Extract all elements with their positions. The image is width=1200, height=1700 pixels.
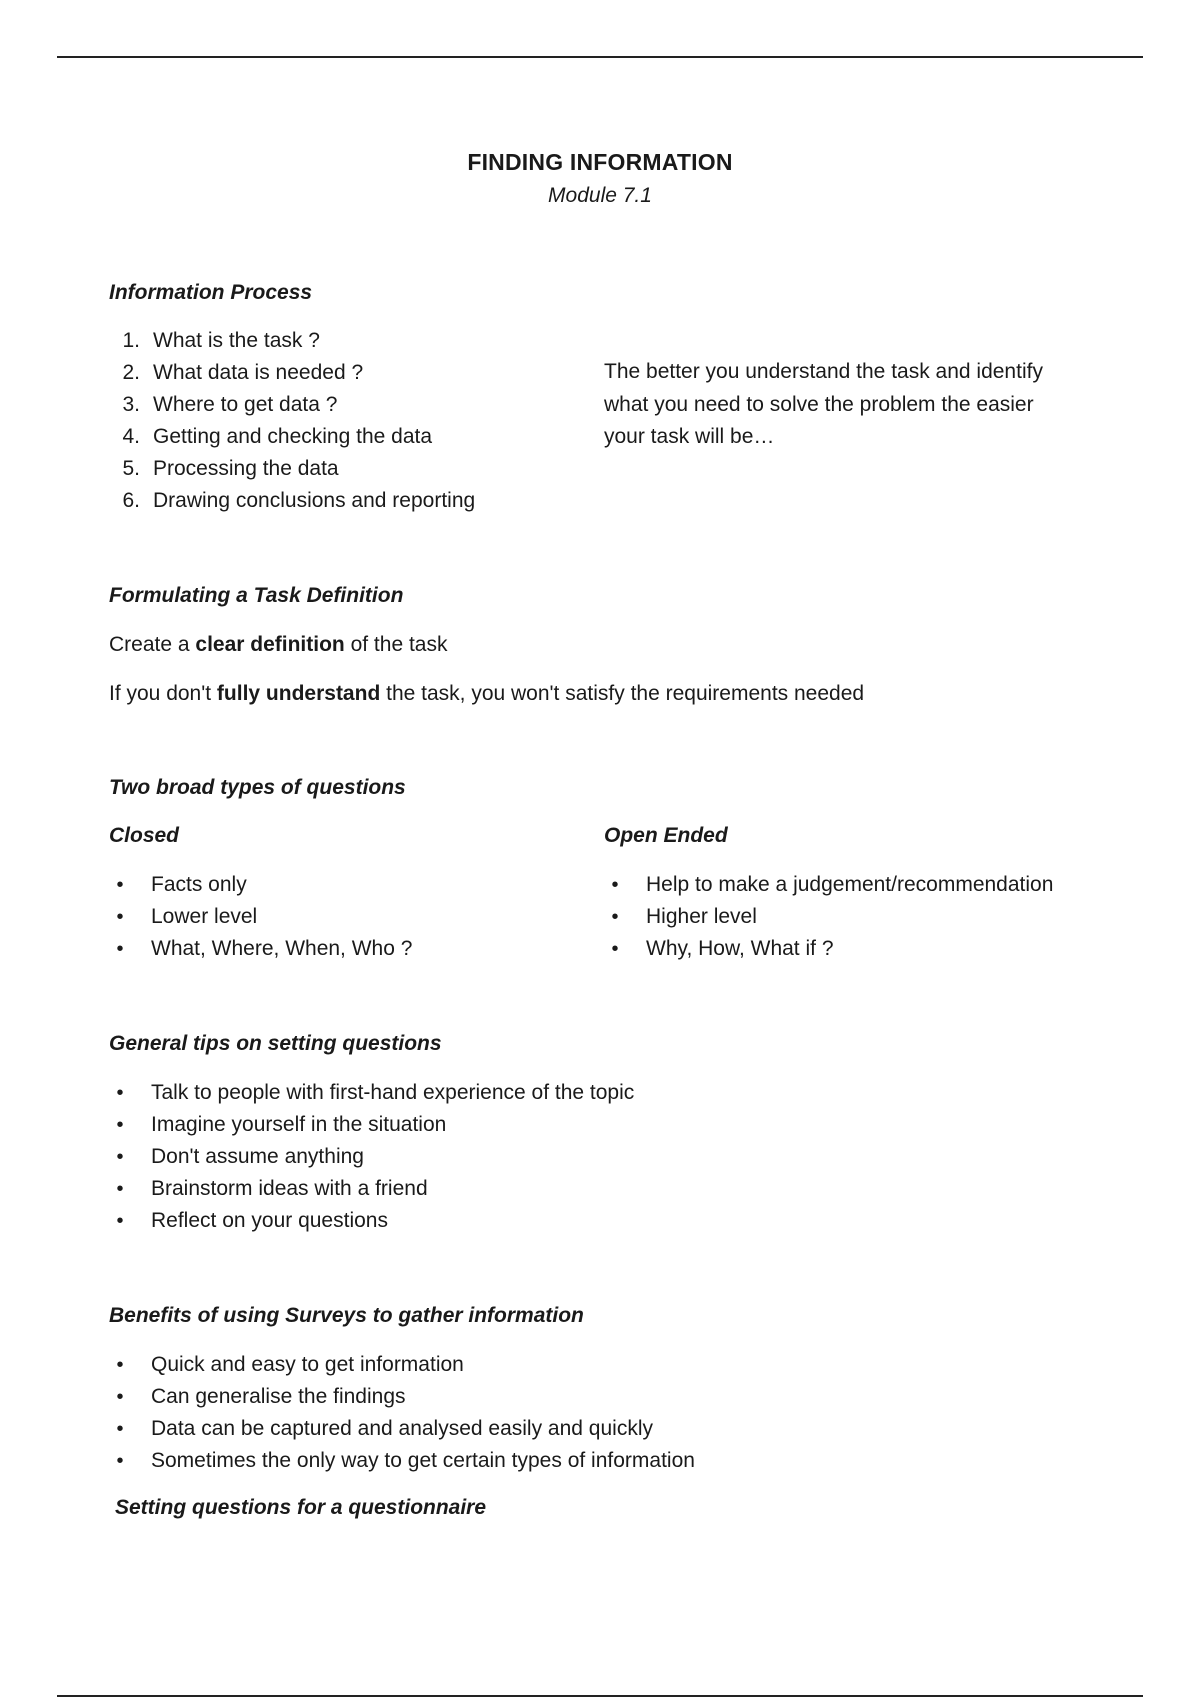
list-item [108, 1445, 695, 1477]
note-line: what you need to solve the problem the easier [604, 392, 1034, 416]
list-item-text: Imagine yourself in the situation [151, 1113, 447, 1136]
list-item-text: Can generalise the findings [151, 1385, 406, 1408]
general-tips-list [108, 1077, 634, 1237]
bullet-icon: • [611, 906, 619, 928]
survey-benefits-heading: Benefits of using Surveys to gather information [109, 1304, 584, 1327]
list-item-text: Help to make a judgement/recommendation [646, 873, 1054, 896]
list-item-text: What is the task ? [153, 329, 320, 352]
questionnaire-heading: Setting questions for a questionnaire [115, 1496, 487, 1519]
list-item [108, 901, 412, 933]
list-item-text: Higher level [646, 905, 757, 928]
task-definition-heading: Formulating a Task Definition [109, 584, 404, 607]
list-item-text: Drawing conclusions and reporting [153, 489, 476, 512]
list-item-text: Reflect on your questions [151, 1209, 388, 1232]
list-number: 4. [122, 425, 140, 448]
list-item [110, 485, 475, 517]
list-item [108, 1077, 634, 1109]
list-item-text: What, Where, When, Who ? [151, 937, 413, 960]
bullet-icon: • [611, 938, 619, 960]
list-item-text: Don't assume anything [151, 1145, 364, 1168]
text-run: of the task [344, 633, 448, 656]
list-number: 6. [122, 489, 140, 512]
list-item-text: Getting and checking the data [153, 425, 433, 448]
note-line: The better you understand the task and identify [604, 360, 1043, 383]
list-item-text: What data is needed ? [153, 361, 364, 384]
bullet-icon: • [116, 1450, 124, 1472]
list-item [603, 869, 1053, 901]
list-item [108, 1413, 695, 1445]
list-item-text: Sometimes the only way to get certain types of information [151, 1449, 695, 1472]
list-item-text: Brainstorm ideas with a friend [151, 1177, 428, 1200]
list-item [108, 933, 412, 965]
list-number: 1. [122, 329, 140, 352]
header-rule [57, 56, 1143, 58]
list-item [110, 389, 475, 421]
list-item [108, 1381, 695, 1413]
information-process-note [604, 356, 1104, 454]
open-questions-heading: Open Ended [604, 824, 728, 847]
list-item [108, 1109, 634, 1141]
list-item-text: Talk to people with first-hand experience of the topic [151, 1081, 635, 1104]
text-run: the task, you won't satisfy the requirements needed [380, 682, 865, 705]
list-item [108, 1205, 634, 1237]
closed-questions-heading: Closed [109, 824, 180, 847]
list-item [108, 1173, 634, 1205]
title-block [0, 148, 1200, 209]
list-number: 2. [122, 361, 140, 384]
bullet-icon: • [116, 1178, 124, 1200]
bullet-icon: • [116, 1210, 124, 1232]
task-definition-line-2 [109, 681, 864, 707]
bullet-icon: • [116, 1146, 124, 1168]
list-item-text: Why, How, What if ? [646, 937, 834, 960]
task-definition-line-1 [109, 632, 447, 658]
list-item-text: Facts only [151, 873, 247, 896]
list-item-text: Quick and easy to get information [151, 1353, 464, 1376]
closed-questions-list [108, 869, 412, 965]
question-types-heading: Two broad types of questions [109, 776, 406, 799]
list-item-text: Lower level [151, 905, 258, 928]
page-title: FINDING INFORMATION [467, 149, 733, 175]
list-item [108, 869, 412, 901]
list-number: 5. [122, 457, 140, 480]
list-item [110, 421, 475, 453]
list-item [110, 357, 475, 389]
bullet-icon: • [116, 1418, 124, 1440]
list-item [603, 901, 1053, 933]
information-process-heading: Information Process [109, 281, 313, 304]
bullet-icon: • [116, 1386, 124, 1408]
text-run: Create a [109, 633, 196, 656]
bullet-icon: • [116, 1082, 124, 1104]
information-process-steps [110, 325, 475, 517]
bullet-icon: • [116, 906, 124, 928]
list-item [108, 1349, 695, 1381]
open-questions-list [603, 869, 1053, 965]
text-run: If you don't [109, 682, 217, 705]
general-tips-heading: General tips on setting questions [109, 1032, 442, 1055]
bullet-icon: • [116, 874, 124, 896]
list-item-text: Data can be captured and analysed easily and quickly [151, 1417, 653, 1440]
list-item [110, 453, 475, 485]
list-item [110, 325, 475, 357]
bullet-icon: • [116, 1354, 124, 1376]
list-number: 3. [122, 393, 140, 416]
note-line: your task will be… [604, 425, 775, 448]
list-item-text: Processing the data [153, 457, 339, 480]
list-item-text: Where to get data ? [153, 393, 338, 416]
page-subtitle: Module 7.1 [548, 183, 652, 207]
bullet-icon: • [116, 1114, 124, 1136]
list-item [603, 933, 1053, 965]
survey-benefits-list [108, 1349, 695, 1477]
list-item [108, 1141, 634, 1173]
emphasis-text: fully understand [216, 682, 381, 705]
bullet-icon: • [116, 938, 124, 960]
footer-rule [57, 1695, 1143, 1697]
bullet-icon: • [611, 874, 619, 896]
emphasis-text: clear definition [195, 633, 345, 656]
